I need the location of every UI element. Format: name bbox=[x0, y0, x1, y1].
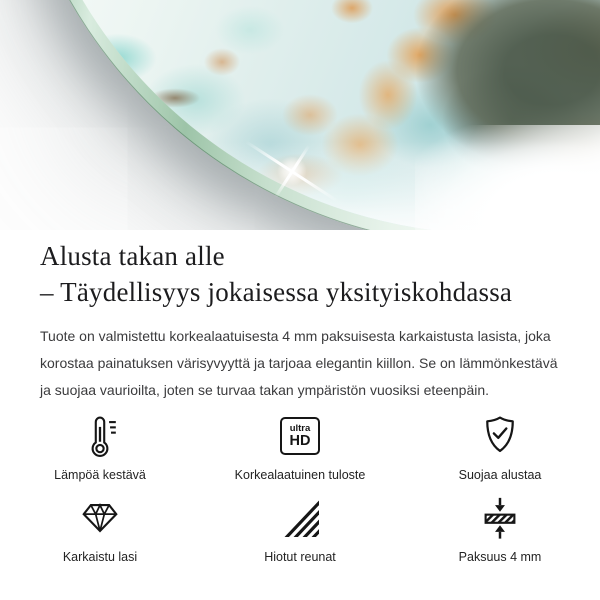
feature-thickness bbox=[400, 494, 600, 564]
feature-label: Hiotut reunat bbox=[264, 550, 336, 564]
feature-label: Paksuus 4 mm bbox=[458, 550, 542, 564]
page-title-line2: – Täydellisyys jokaisessa yksityiskohdassa bbox=[40, 277, 513, 307]
hero-white-fade bbox=[415, 125, 600, 230]
product-description-section bbox=[0, 238, 600, 404]
ultra-hd-badge-bottom: HD bbox=[289, 433, 311, 449]
feature-heat-resistant bbox=[0, 412, 200, 482]
thermometer-icon bbox=[77, 412, 123, 460]
shield-check-icon bbox=[477, 412, 523, 460]
feature-label: Karkaistu lasi bbox=[62, 550, 138, 564]
diamond-icon bbox=[77, 494, 123, 542]
hero-product-image bbox=[0, 0, 600, 230]
feature-polished-edges bbox=[200, 494, 400, 564]
body-paragraph: Tuote on valmistettu korkealaatuisesta 4 mm paksuisesta karkaistusta lasista, joka korostaa painatuksen värisyvyyttä ja tarjoaa elegantin kiillon. Se on lämmönkestävä ja suojaa vaurioilta, joten se turvaa takan ympäristön vuosiksi eteenpäin. bbox=[40, 328, 558, 398]
page-title-line1: Alusta takan alle bbox=[40, 241, 225, 271]
striped-edge-icon bbox=[277, 494, 323, 542]
ultra-hd-badge-top: ultra bbox=[289, 422, 311, 434]
feature-print-quality bbox=[200, 412, 400, 482]
feature-tempered-glass bbox=[0, 494, 200, 564]
thickness-arrows-icon bbox=[477, 494, 523, 542]
feature-label: Lämpöä kestävä bbox=[54, 468, 146, 482]
feature-protects-surface bbox=[400, 412, 600, 482]
page-title bbox=[40, 238, 560, 310]
feature-label: Suojaa alustaa bbox=[458, 468, 542, 482]
feature-label: Korkealaatuinen tuloste bbox=[234, 468, 366, 482]
ultra-hd-icon bbox=[280, 412, 320, 460]
feature-grid bbox=[0, 412, 600, 564]
